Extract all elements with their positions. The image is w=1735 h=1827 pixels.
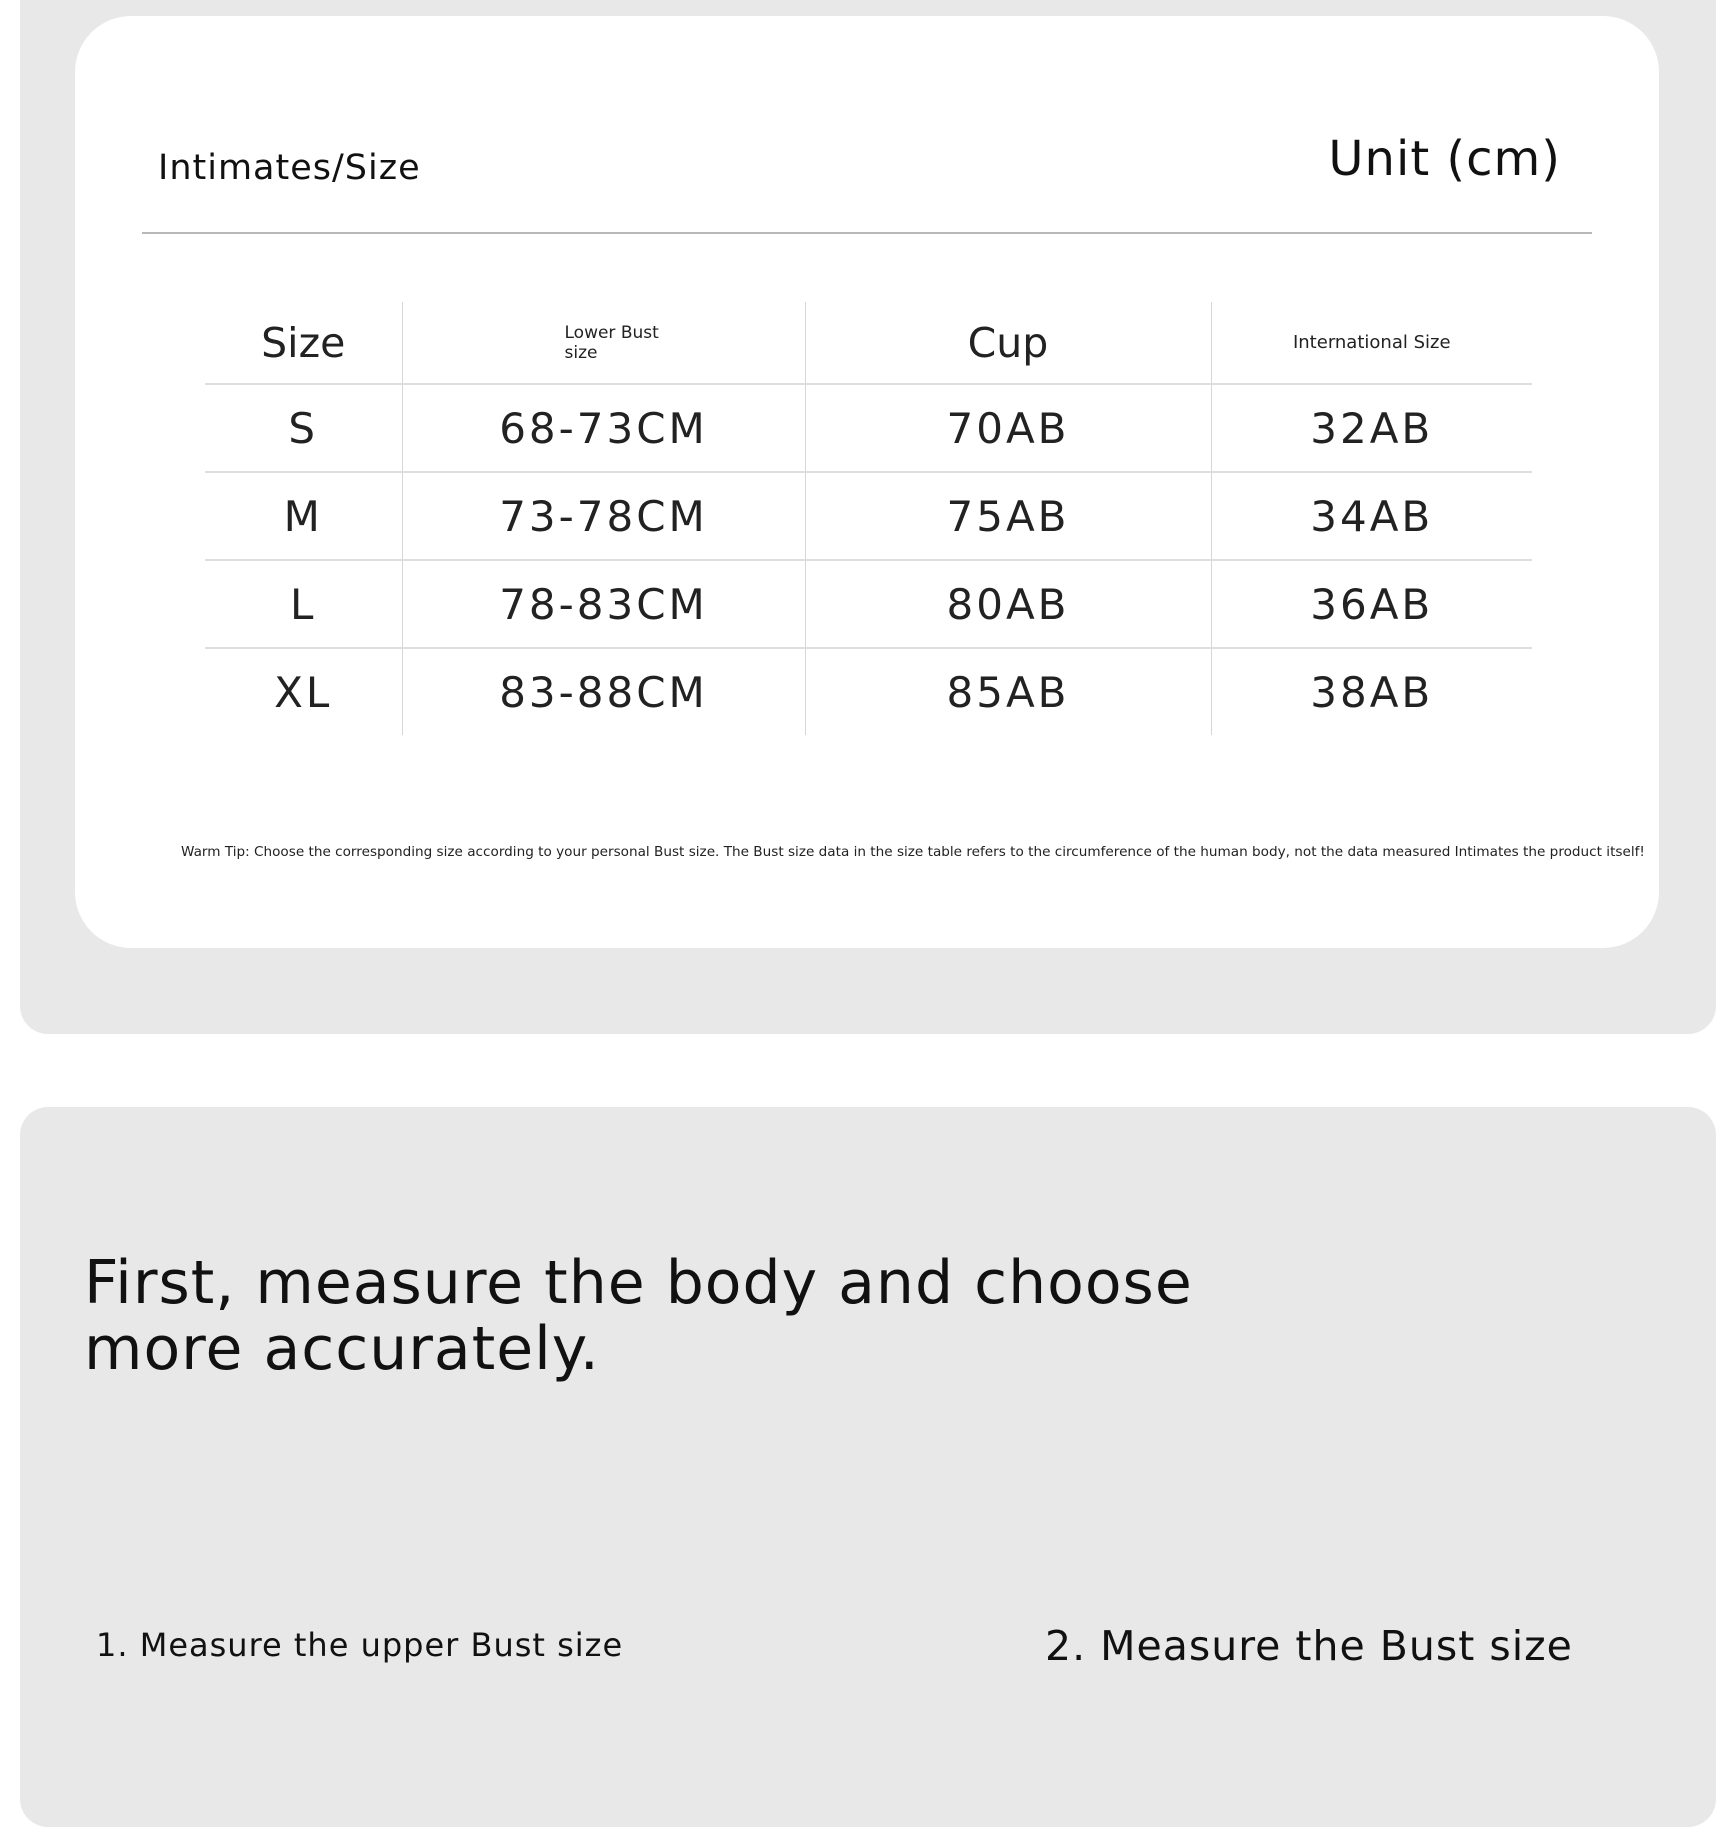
cell-size: M — [205, 472, 402, 560]
header-size: Size — [261, 318, 346, 367]
unit-label: Unit (cm) — [1328, 131, 1561, 187]
cell-lower-bust: 78-83CM — [402, 560, 805, 648]
measure-heading-line2: more accurately. — [84, 1314, 600, 1384]
measure-heading — [84, 1250, 1193, 1382]
table-row — [205, 648, 1532, 735]
header-lower-bust — [402, 302, 805, 384]
measure-panel — [20, 1107, 1716, 1827]
cell-international: 38AB — [1211, 648, 1532, 735]
table-row — [205, 560, 1532, 648]
header-international-size: International Size — [1211, 302, 1532, 384]
cell-size: L — [205, 560, 402, 648]
cell-cup: 70AB — [805, 384, 1211, 472]
size-table — [205, 302, 1532, 735]
header-lower-bust-line2: size — [564, 342, 598, 363]
cell-lower-bust: 83-88CM — [402, 648, 805, 735]
cell-cup: 85AB — [805, 648, 1211, 735]
cell-cup: 80AB — [805, 560, 1211, 648]
step-bust: 2. Measure the Bust size — [1045, 1622, 1573, 1670]
cell-size: S — [205, 384, 402, 472]
warm-tip: Warm Tip: Choose the corresponding size according to your personal Bust size. The Bust size data in the size table refers to the circumference of the human body, not the data measured Intimates the product itself! — [181, 844, 1645, 860]
cell-international: 36AB — [1211, 560, 1532, 648]
cell-size: XL — [205, 648, 402, 735]
cell-cup: 75AB — [805, 472, 1211, 560]
table-row — [205, 472, 1532, 560]
cell-lower-bust: 73-78CM — [402, 472, 805, 560]
header-lower-bust-line1: Lower Bust — [564, 322, 659, 343]
table-header-row — [205, 302, 1532, 384]
cell-lower-bust: 68-73CM — [402, 384, 805, 472]
header-cup: Cup — [805, 302, 1211, 384]
size-chart-card — [75, 16, 1659, 948]
cell-international: 34AB — [1211, 472, 1532, 560]
table-row — [205, 384, 1532, 472]
card-title: Intimates/Size — [158, 148, 421, 188]
measure-heading-line1: First, measure the body and choose — [84, 1248, 1193, 1318]
step-upper-bust: 1. Measure the upper Bust size — [96, 1626, 624, 1664]
header-divider — [142, 232, 1592, 234]
cell-international: 32AB — [1211, 384, 1532, 472]
